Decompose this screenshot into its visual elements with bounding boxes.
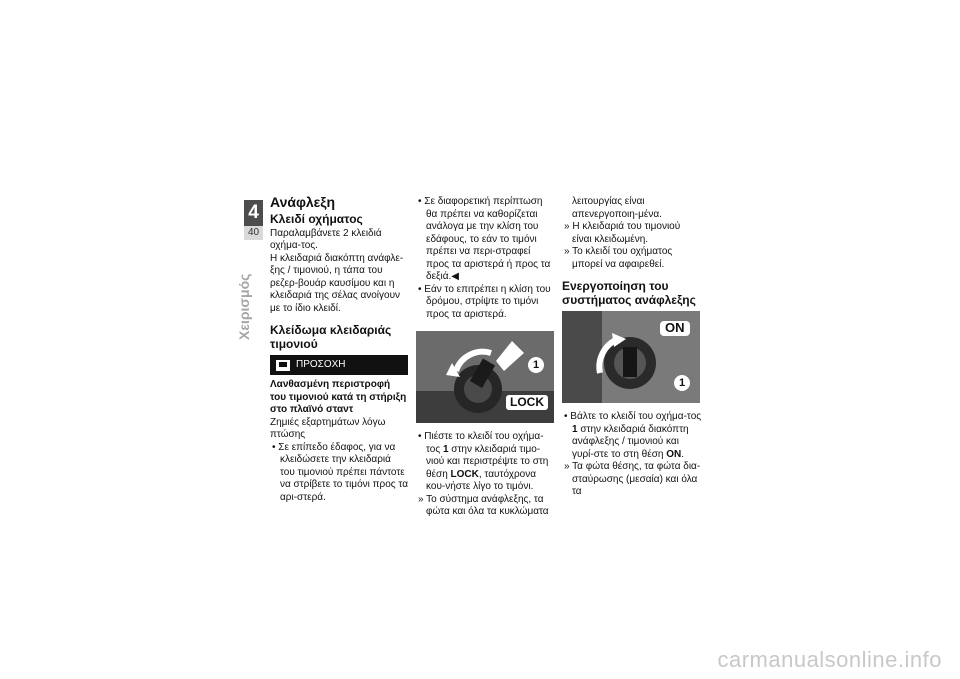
caution-title: Λανθασμένη περιστροφή του τιμονιού κατά τη στήριξη στο πλαϊνό σταντ <box>270 379 407 415</box>
paragraph-keys-usage: Η κλειδαριά διακόπτη ανάφλε-ξης / τιμονιού, η τάπα του ρεζερ-βουάρ καυσίμου και η κλειδαριά της σέλας ανοίγουν με το ίδιο κλειδί. <box>270 252 404 314</box>
watermark: carmanualsonline.info <box>717 647 942 672</box>
list-item: • Βάλτε το κλειδί του οχήμα-τος 1 στην κλειδαριά διακόπτη ανάφλεξης / τιμονιού και γυρί-στε το στη θέση ON. <box>564 411 702 460</box>
heading-ignition-on: Ενεργοποίηση του συστήματος ανάφλεξης <box>562 279 696 307</box>
callout-lock: LOCK <box>506 395 548 410</box>
column-2 <box>416 196 556 519</box>
callout-1: 1 <box>528 357 544 373</box>
result-item: » Το κλειδί του οχήματος μπορεί να αφαιρεθεί. <box>564 246 673 270</box>
ignition-photo <box>562 311 700 403</box>
page-title: Ανάφλεξη <box>270 194 336 210</box>
caution-icon <box>276 360 290 371</box>
page-number: 40 <box>244 226 263 240</box>
column-1 <box>270 196 408 504</box>
caution-label: ΠΡΟΣΟΧΗ <box>296 358 346 370</box>
chapter-tab <box>244 200 263 240</box>
steering-lock-photo <box>416 331 554 423</box>
caution-box <box>270 355 408 375</box>
result-item: » Το σύστημα ανάφλεξης, τα φώτα και όλα τα κυκλώματα <box>418 493 549 517</box>
result-item: » Τα φώτα θέσης, τα φώτα δια-σταύρωσης (μεσαία) και όλα τα <box>564 461 701 497</box>
heading-vehicle-key: Κλειδί οχήματος <box>270 211 363 226</box>
result-item: » Η κλειδαριά του τιμονιού είναι κλειδωμένη. <box>564 221 681 245</box>
caution-text: Ζημιές εξαρτημάτων λόγω πτώσης <box>270 416 386 440</box>
list-item: • Σε επίπεδο έδαφος, για να κλειδώσετε την κλειδαριά του τιμονιού πρέπει πάντοτε να στρίβετε το τιμόνι προς τα αρι-στερά. <box>272 441 408 503</box>
callout-1: 1 <box>674 375 690 391</box>
column-3 <box>562 196 702 499</box>
list-item: • Εάν το επιτρέπει η κλίση του δρόμου, στρίψτε το τιμόνι προς τα αριστερά. <box>418 283 551 320</box>
list-item: • Πιέστε το κλειδί του οχήμα-τος 1 στην κλειδαριά τιμο-νιού και περιστρέψτε το στη θέση LOCK, ταυτόχρονα κου-νήστε λίγο το τιμόνι. <box>418 431 549 492</box>
continued-text: λειτουργίας είναι απενεργοποιη-μένα. <box>572 196 662 220</box>
section-side-label: Χειρισμός <box>236 273 252 340</box>
list-item: • Σε διαφορετική περίπτωση θα πρέπει να καθορίζεται ανάλογα με την κλίση του εδάφους, το εάν το τιμόνι πρέπει να περι-στραφεί προς τα αριστερά ή προς τα δεξιά.◀ <box>418 196 551 282</box>
paragraph-keys-count: Παραλαμβάνετε 2 κλειδιά οχήμα-τος. <box>270 227 382 251</box>
callout-on: ON <box>660 321 690 336</box>
chapter-number: 4 <box>244 200 263 226</box>
heading-steering-lock: Κλείδωμα κλειδαριάς τιμονιού <box>270 323 392 351</box>
